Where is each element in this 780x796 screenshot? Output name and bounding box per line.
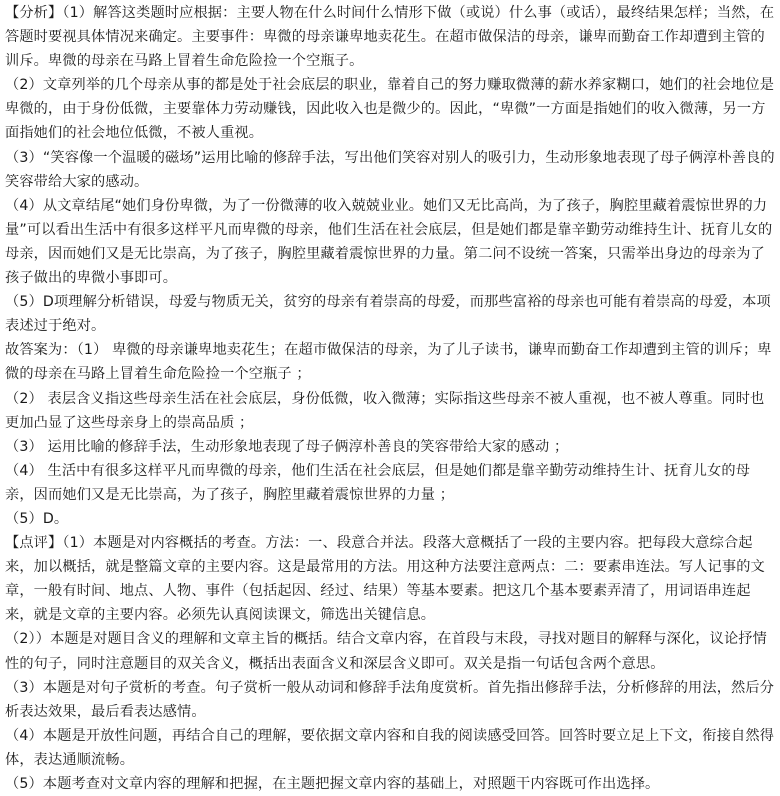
comment-paragraph-1: 【点评】（1）本题是对内容概括的考查。方法：一、段意合并法。段落大意概括了一段的主要内容。把每段大意综合起来，加以概括，就是整篇文章的主要内容。这是最常用的方法。用这种方法要注意两点：二：要素串连法。写人记事的文章，一般有时间、地点、人物、事件（包括起因、经过、结果）等基本要素。把这几个基本要素弄清了，用词语串连起来，就是文章的主要内容。必须先认真阅读课文，筛选出关键信息。 [5, 535, 765, 624]
answer-paragraph-5: （5）D。 [5, 510, 69, 527]
analysis-paragraph-4: （4）从文章结尾“她们身份卑微，为了一份微薄的收入兢兢业业。她们又无比高尚，为了孩子，胸腔里藏着震惊世界的力量”可以看出生活中有很多这样平凡而卑微的母亲，他们生活在社会底层，但是她们都是靠辛勤劳动维持生计、抚育儿女的母亲，因而她们又是无比崇高，为了孩子，胸腔里藏着震惊世界的力量。第二问不设统一答案，只需举出身边的母亲为了孩子做出的卑微小事即可。 [5, 197, 773, 287]
comment-paragraph-4: （4）本题是开放性问题，再结合自己的理解，要依据文章内容和自我的阅读感受回答。回答时要立足上下文，衔接自然得体，表达通顺流畅。 [5, 727, 775, 768]
analysis-paragraph-2: （2）文章列举的几个母亲从事的都是处于社会底层的职业，靠着自己的努力赚取微薄的薪水养家糊口，她们的社会地位是卑微的，由于身份低微，主要靠体力劳动赚钱，因此收入也是微少的。因此，“卑微”一方面是指她们的收入微薄，另一方面指她们的社会地位低微，不被人重视。 [5, 77, 775, 142]
analysis-paragraph-5: （5）D项理解分析错误，母爱与物质无关，贫穷的母亲有着崇高的母爱，而那些富裕的母亲也可能有着崇高的母爱，本项表述过于绝对。 [5, 294, 771, 335]
answer-paragraph-1: 故答案为：（1） 卑微的母亲谦卑地卖花生；在超市做保洁的母亲，为了儿子读书，谦卑而勤奋工作却遭到主管的训斥；卑微的母亲在马路上冒着生命危险捡一个空瓶子 ； [5, 342, 772, 383]
comment-paragraph-3: （3）本题是对句子赏析的考查。句子赏析一般从动词和修辞手法角度赏析。首先指出修辞手法，分析修辞的用法，然后分析表达效果，最后看表达感情。 [5, 679, 775, 720]
analysis-paragraph-1: 【分析】（1）解答这类题时应根据：主要人物在什么时间什么情形下做（或说）什么事（或话），最终结果怎样；当然，在答题时要视具体情况来确定。主要事件：卑微的母亲谦卑地卖花生。在超市做保洁的母亲，谦卑而勤奋工作却遭到主管的训斥。卑微的母亲在马路上冒着生命危险捡一个空瓶子。 [5, 5, 775, 70]
analysis-paragraph-3: （3）“笑容像一个温暖的磁场”运用比喻的修辞手法，写出他们笑容对别人的吸引力，生动形象地表现了母子俩淳朴善良的笑容带给大家的感动。 [5, 149, 775, 190]
comment-paragraph-2: （2））本题是对题目含义的理解和文章主旨的概括。结合文章内容，在首段与末段，寻找对题目的解释与深化，议论抒情性的句子，同时注意题目的双关含义，概括出表面含义和深层含义即可。双关是指一句话包含两个意思。 [5, 631, 767, 672]
answer-paragraph-4: （4） 生活中有很多这样平凡而卑微的母亲，他们生活在社会底层，但是她们都是靠辛勤劳动维持生计、抚育儿女的母亲，因而她们又是无比崇高，为了孩子，胸腔里藏着震惊世界的力量 ； [5, 462, 751, 503]
answer-paragraph-3: （3） 运用比喻的修辞手法，生动形象地表现了母子俩淳朴善良的笑容带给大家的感动 ； [5, 438, 569, 455]
comment-paragraph-5: （5）本题考查对文章内容的理解和把握，在主题把握文章内容的基础上，对照题干内容既可作出选择。 [5, 776, 660, 792]
answer-paragraph-2: （2） 表层含义指这些母亲生活在社会底层，身份低微，收入微薄；实际指这些母亲不被人重视，也不被人尊重。同时也更加凸显了这些母亲身上的崇高品质 ； [5, 390, 765, 431]
